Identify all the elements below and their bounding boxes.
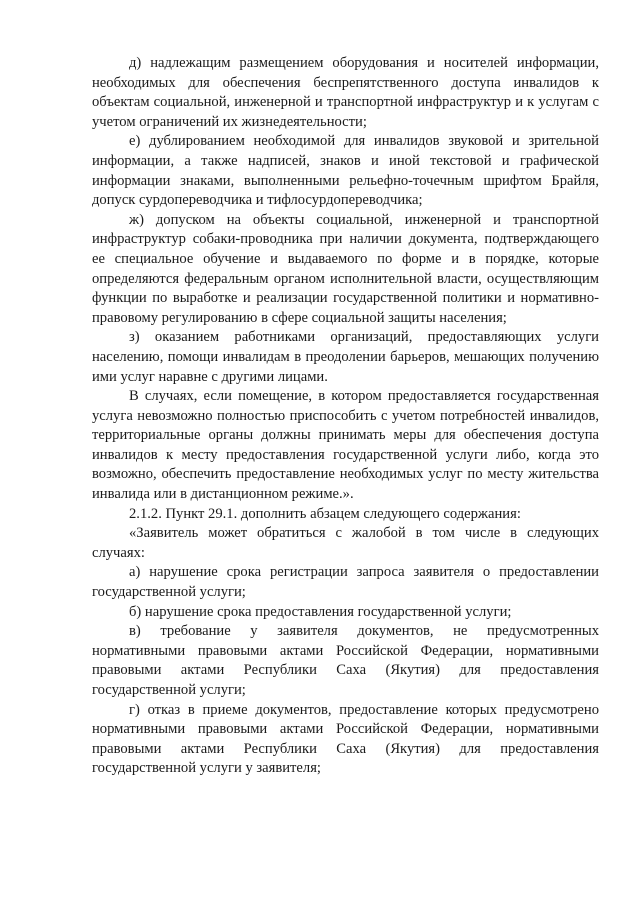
paragraph-item-zh: ж) допуском на объекты социальной, инженерной и транспортной инфраструктур собаки-проводника при наличии документа, подтверждающего ее специальное обучение и выдаваемого по форме и в порядке, которые определяются федеральным органом исполнительной власти, осуществляющим функции по выработке и реализации государственной политики и нормативно-правовому регулированию в сфере социальной защиты населения; (92, 211, 599, 326)
paragraph-item-e: е) дублированием необходимой для инвалидов звуковой и зрительной информации, а также надписей, знаков и иной текстовой и графической информации знаками, выполненными рельефно-точечным шрифтом Брайля, допуск сурдопереводчика и тифлосурдопереводчика; (92, 133, 599, 209)
paragraph-complaint-a: а) нарушение срока регистрации запроса заявителя о предоставлении государственной услуги; (92, 564, 599, 601)
paragraph-item-z: з) оказанием работниками организаций, предоставляющих услуги населению, помощи инвалидам в преодолении барьеров, мешающих получению ими услуг наравне с другими лицами. (92, 329, 599, 385)
paragraph-complaint-b: б) нарушение срока предоставления государственной услуги; (129, 603, 512, 620)
paragraph-complaint-v: в) требование у заявителя документов, не предусмотренных нормативными правовыми актами Российской Федерации, нормативными правовыми актами Республики Саха (Якутия) для предоставления государственной услуги; (92, 623, 599, 698)
paragraph-complaint-g: г) отказ в приеме документов, предоставление которых предусмотрено нормативными правовыми актами Российской Федерации, нормативными правовыми актами Республики Саха (Якутия) для предоставления государственной услуги у заявителя; (92, 701, 599, 777)
paragraph-clause-2-1-2: 2.1.2. Пункт 29.1. дополнить абзацем следующего содержания: (129, 505, 521, 522)
paragraph-item-d: д) надлежащим размещением оборудования и носителей информации, необходимых для обеспечения беспрепятственного доступа инвалидов к объектам социальной, инженерной и транспортной инфраструктур и к услугам с учетом ограничений их жизнедеятельности; (92, 55, 599, 130)
paragraph-accessibility-fallback: В случаях, если помещение, в котором предоставляется государственная услуга невозможно полностью приспособить с учетом потребностей инвалидов, территориальные органы должны принимать меры для обеспечения доступа инвалидов к месту предоставления государственной услуги либо, когда это возможно, обеспечить предоставление необходимых услуг по месту жительства инвалида или в дистанционном режиме.». (92, 388, 599, 503)
document-page (92, 54, 599, 779)
paragraph-complaint-intro: «Заявитель может обратиться с жалобой в том числе в следующих случаях: (92, 525, 599, 561)
